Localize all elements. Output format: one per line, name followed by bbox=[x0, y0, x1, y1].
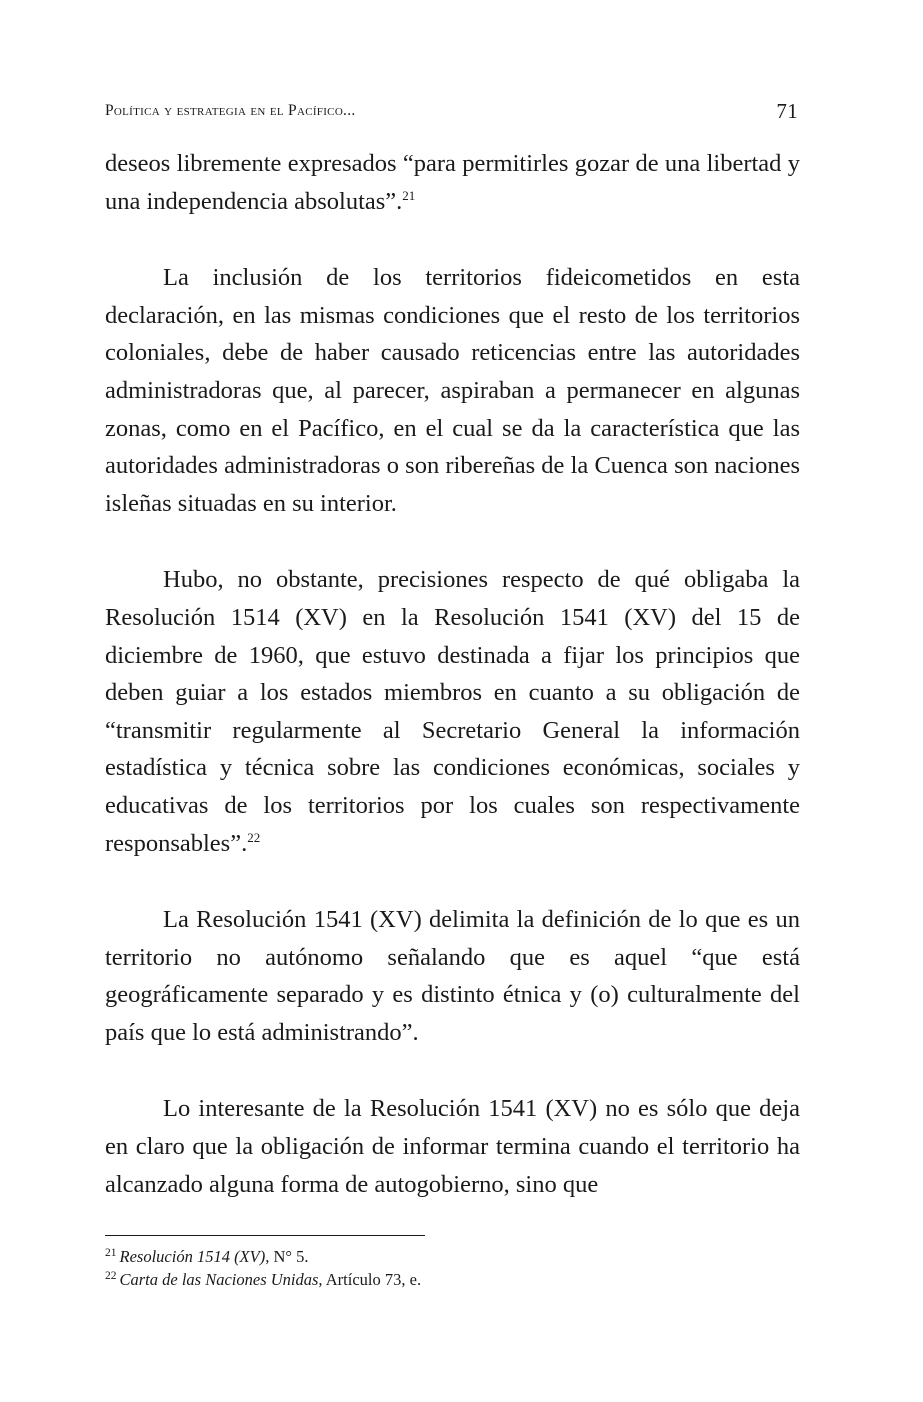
footnote-number: 22 bbox=[105, 1270, 117, 1282]
footnote-reference: 21 bbox=[402, 187, 416, 203]
footnote-source: Carta de las Naciones Unidas, bbox=[119, 1270, 323, 1289]
paragraph-text: La Resolución 1541 (XV) delimita la definición de lo que es un territorio no autónomo señalando que es aquel “que está geográficamente separado y es distinto étnica y (o) culturalmente del país que lo está administrando”. bbox=[105, 906, 800, 1046]
paragraph bbox=[105, 901, 800, 1051]
body-text bbox=[105, 145, 800, 1203]
paragraph-text: La inclusión de los territorios fideicometidos en esta declaración, en las mismas condiciones que el resto de los territorios coloniales, debe de haber causado reticencias entre las autoridades administradoras que, al parecer, aspiraban a permanecer en algunas zonas, como en el Pacífico, en el cual se da la característica que las autoridades administradoras o son ribereñas de la Cuenca son naciones isleñas situadas en su interior. bbox=[105, 264, 800, 517]
footnote-detail: N° 5. bbox=[269, 1247, 309, 1266]
paragraph bbox=[105, 259, 800, 522]
paragraph-text: Hubo, no obstante, precisiones respecto de qué obligaba la Resolución 1514 (XV) en la Resolución 1541 (XV) del 15 de diciembre de 1960, que estuvo destinada a fijar los principios que deben guiar a los estados miembros en cuanto a su obligación de “transmitir regularmente al Secretario General la información estadística y técnica sobre las condiciones económicas, sociales y educativas de los territorios por los cuales son respectivamente responsables”. bbox=[105, 566, 800, 857]
paragraph-text: Lo interesante de la Resolución 1541 (XV) no es sólo que deja en claro que la obligación de informar termina cuando el territorio ha alcanzado alguna forma de autogobierno, sino que bbox=[105, 1095, 800, 1198]
footnote-source: Resolución 1514 (XV), bbox=[119, 1247, 270, 1266]
page-number: 71 bbox=[776, 99, 798, 123]
footnote-separator bbox=[105, 1235, 425, 1236]
running-header bbox=[105, 99, 800, 124]
paragraph-text: deseos libremente expresados “para permitirles gozar de una libertad y una independencia absolutas”. bbox=[105, 150, 800, 215]
paragraph bbox=[105, 561, 800, 862]
footnote-detail: Artículo 73, e. bbox=[322, 1270, 422, 1289]
footnote bbox=[105, 1245, 800, 1268]
footnotes bbox=[105, 1245, 800, 1291]
footnote-number: 21 bbox=[105, 1247, 117, 1259]
paragraph bbox=[105, 145, 800, 220]
footnote bbox=[105, 1268, 800, 1291]
paragraph bbox=[105, 1090, 800, 1203]
running-title: Política y estrategia en el Pacífico... bbox=[105, 102, 356, 119]
footnote-reference: 22 bbox=[247, 829, 261, 845]
